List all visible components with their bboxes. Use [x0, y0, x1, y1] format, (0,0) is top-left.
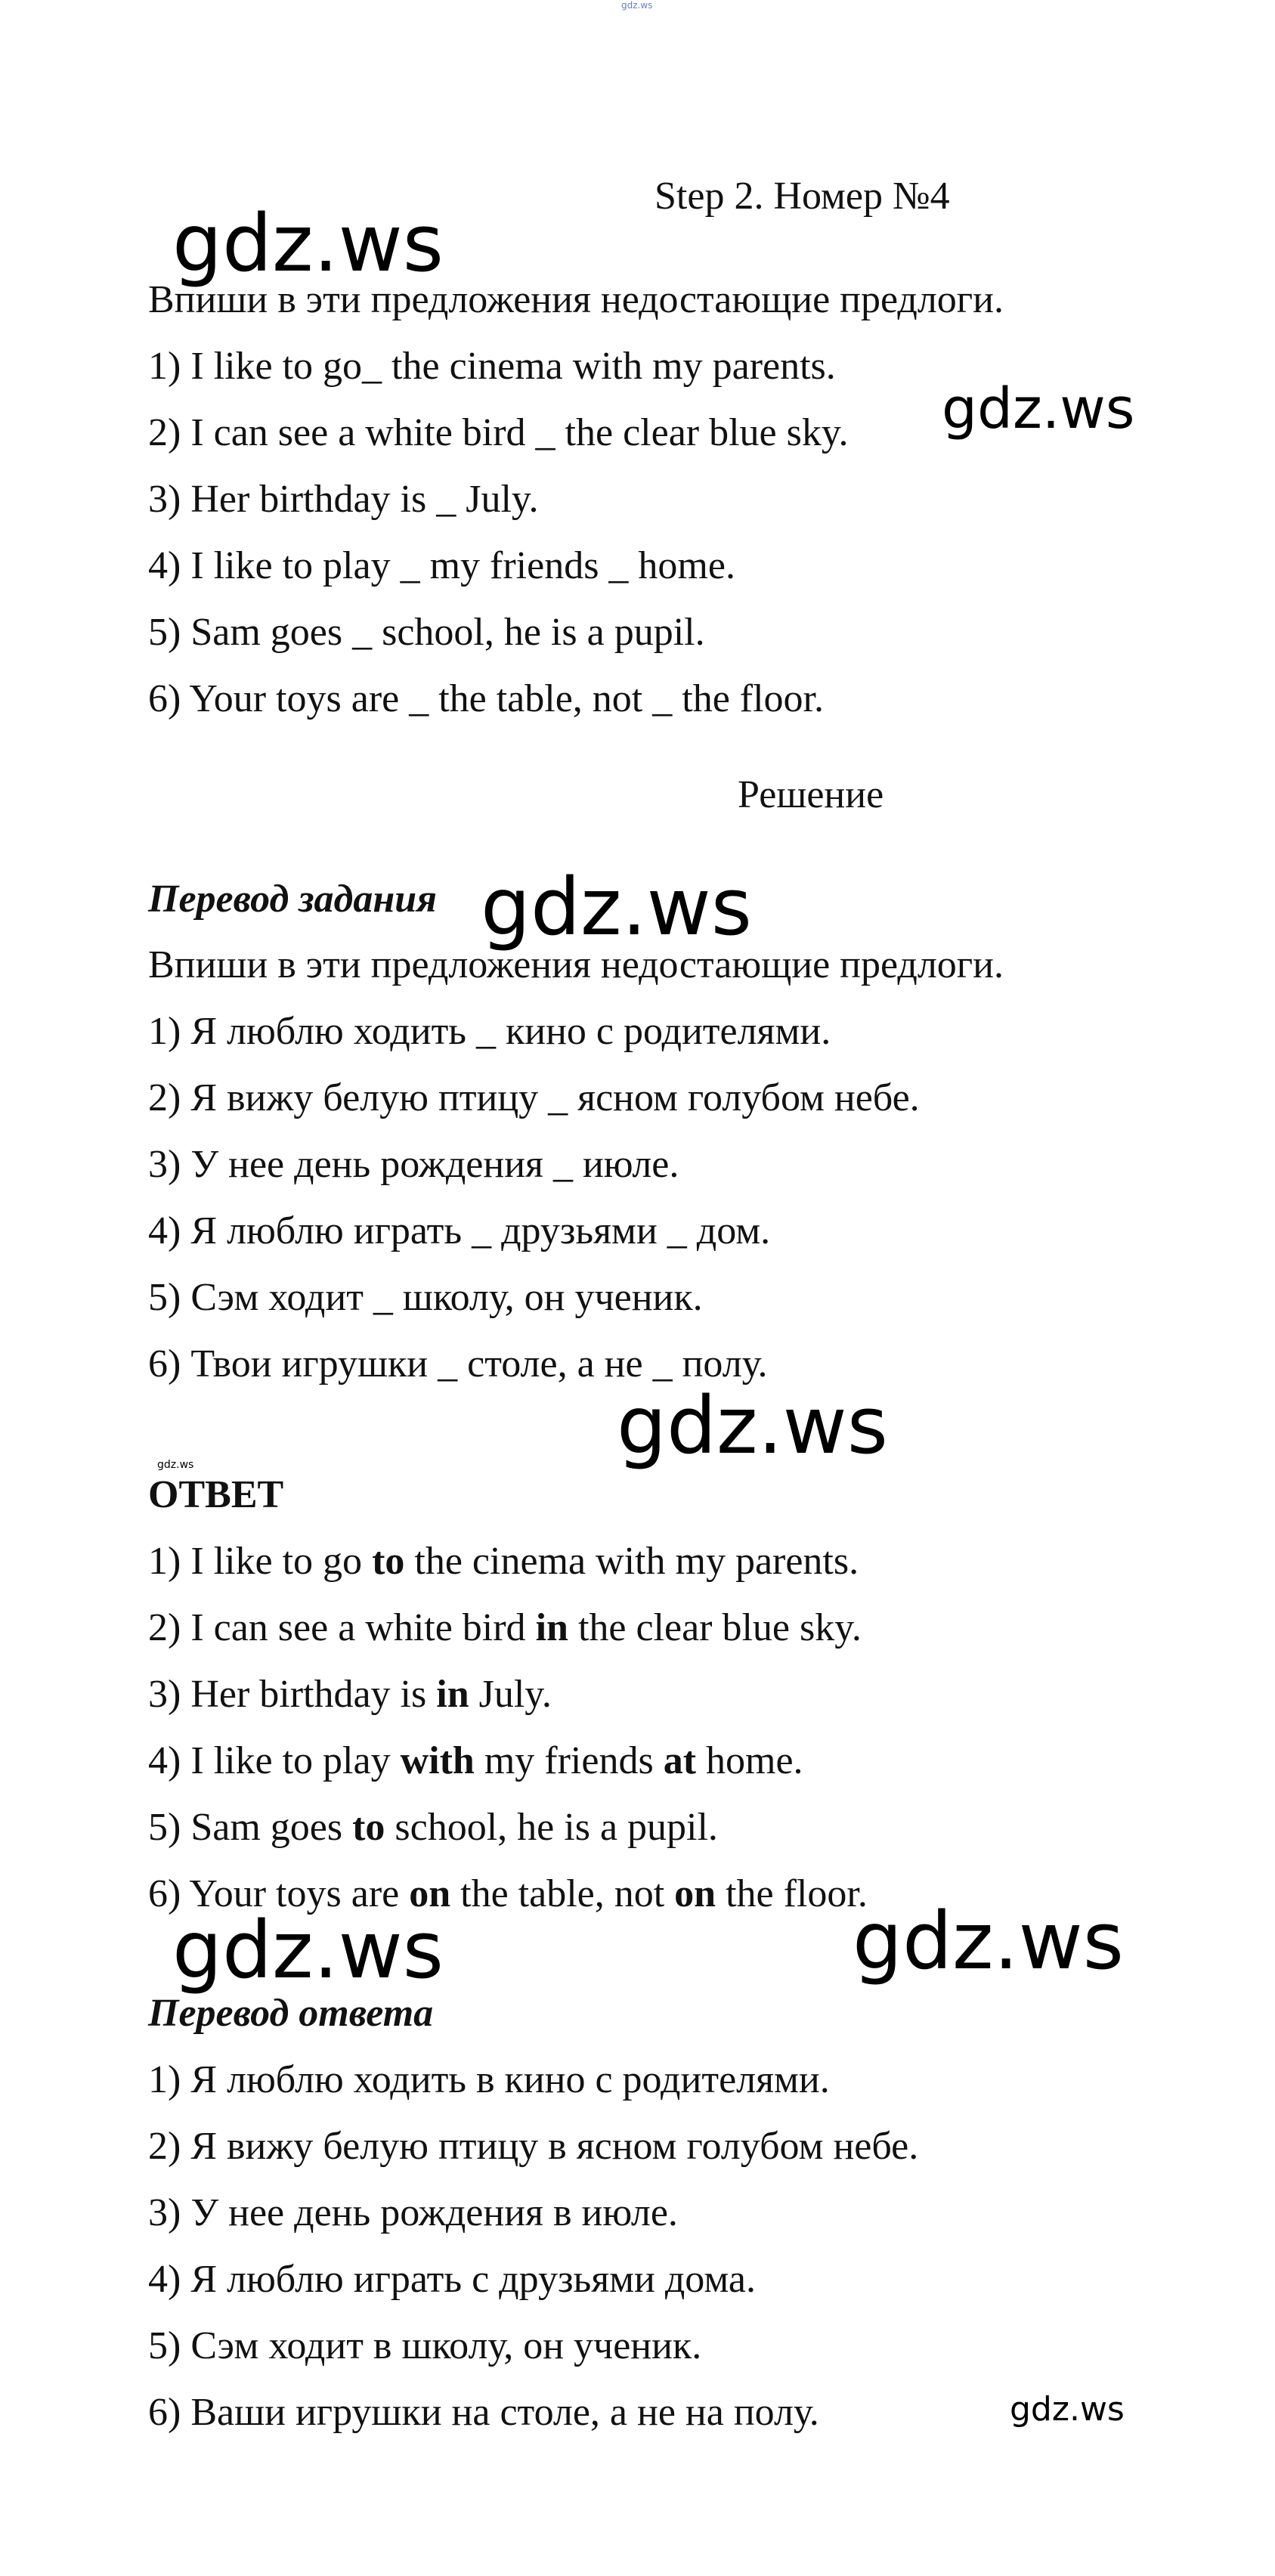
watermark-2: gdz.ws: [942, 376, 1135, 441]
answer-word: on: [674, 1872, 716, 1915]
watermark-4: gdz.ws: [617, 1379, 888, 1472]
answer-item: 2) I can see a white bird in the clear blue sky.: [148, 1606, 862, 1649]
answer-translation-heading: Перевод ответа: [148, 1992, 434, 2035]
answer-translation-item: 6) Ваши игрушки на столе, а не на полу.: [148, 2391, 819, 2434]
watermark-3: gdz.ws: [481, 861, 752, 953]
task-item: 3) Her birthday is _ July.: [148, 478, 539, 521]
answer-word: in: [436, 1673, 469, 1716]
watermark-6: gdz.ws: [853, 1895, 1124, 1987]
translation-item: 4) Я люблю играть _ друзьями _ дом.: [148, 1209, 771, 1252]
translation-instruction: Впиши в эти предложения недостающие предлоги.: [148, 943, 1004, 986]
translation-heading: Перевод задания: [148, 878, 437, 921]
answer-translation-item: 2) Я вижу белую птицу в ясном голубом небе.: [148, 2125, 919, 2168]
watermark-7: gdz.ws: [1010, 2390, 1125, 2429]
watermark-1: gdz.ws: [172, 197, 444, 289]
answer-translation-item: 1) Я люблю ходить в кино с родителями.: [148, 2058, 830, 2101]
answer-word: to: [372, 1540, 405, 1583]
translation-item: 2) Я вижу белую птицу _ ясном голубом небе.: [148, 1076, 920, 1119]
answer-translation-item: 3) У нее день рождения в июле.: [148, 2191, 678, 2234]
answer-word: in: [535, 1606, 568, 1649]
task-item: 2) I can see a white bird _ the clear blue sky.: [148, 411, 849, 454]
translation-item: 6) Твои игрушки _ столе, а не _ полу.: [148, 1342, 768, 1386]
watermark-tiny: gdz.ws: [157, 1459, 194, 1471]
task-item: 6) Your toys are _ the table, not _ the floor.: [148, 677, 824, 720]
translation-item: 3) У нее день рождения _ июле.: [148, 1143, 679, 1186]
task-item: 4) I like to play _ my friends _ home.: [148, 544, 735, 587]
watermark-top: gdz.ws: [621, 0, 653, 11]
answer-item: 6) Your toys are on the table, not on the floor.: [148, 1872, 868, 1915]
translation-item: 1) Я люблю ходить _ кино с родителями.: [148, 1010, 831, 1053]
answer-word: on: [409, 1872, 451, 1915]
answer-heading: ОТВЕТ: [148, 1473, 284, 1516]
answer-item: 5) Sam goes to school, he is a pupil.: [148, 1806, 718, 1849]
answer-item: 4) I like to play with my friends at home.: [148, 1739, 803, 1782]
answer-word: with: [400, 1739, 475, 1782]
answer-word: at: [663, 1739, 697, 1782]
watermark-5: gdz.ws: [172, 1904, 444, 1996]
translation-item: 5) Сэм ходит _ школу, он ученик.: [148, 1276, 703, 1319]
answer-translation-item: 5) Сэм ходит в школу, он ученик.: [148, 2324, 702, 2367]
answer-item: 3) Her birthday is in July.: [148, 1673, 552, 1716]
answer-word: to: [352, 1806, 385, 1849]
task-header: Step 2. Номер №4: [655, 175, 950, 218]
solution-label: Решение: [738, 773, 884, 816]
answer-translation-item: 4) Я люблю играть с друзьями дома.: [148, 2258, 756, 2301]
task-instruction: Впиши в эти предложения недостающие предлоги.: [148, 278, 1004, 321]
task-item: 1) I like to go_ the cinema with my parents.: [148, 345, 836, 388]
answer-item: 1) I like to go to the cinema with my parents.: [148, 1540, 859, 1583]
task-item: 5) Sam goes _ school, he is a pupil.: [148, 611, 705, 654]
